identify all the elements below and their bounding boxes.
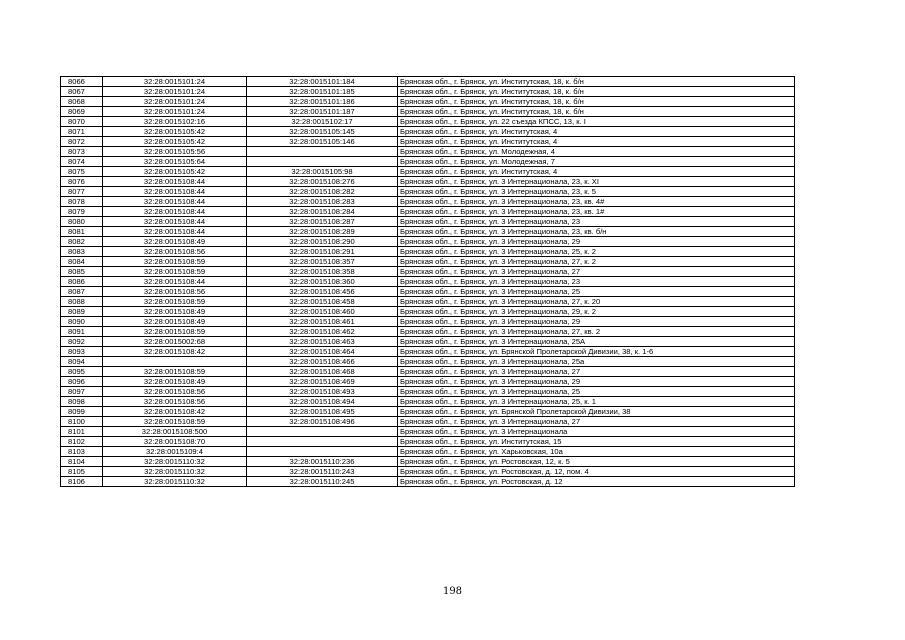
parcel-cadastral-number-cell: 32:28:0015108:44: [103, 217, 247, 227]
table-row: [61, 387, 795, 397]
object-cadastral-number-cell: 32:28:0015108:282: [247, 187, 398, 197]
address-cell: Брянская обл., г. Брянск, ул. 3 Интернационала, 23: [398, 217, 795, 227]
table-row: [61, 107, 795, 117]
row-number-cell: 8073: [61, 147, 103, 157]
table-row: [61, 117, 795, 127]
parcel-cadastral-number-cell: 32:28:0015105:42: [103, 137, 247, 147]
address-cell: Брянская обл., г. Брянск, ул. 3 Интернационала, 29, к. 2: [398, 307, 795, 317]
table-row: [61, 377, 795, 387]
row-number-cell: 8071: [61, 127, 103, 137]
parcel-cadastral-number-cell: 32:28:0015108:44: [103, 197, 247, 207]
object-cadastral-number-cell: 32:28:0015102:17: [247, 117, 398, 127]
table-row: [61, 307, 795, 317]
parcel-cadastral-number-cell: 32:28:0015002:68: [103, 337, 247, 347]
parcel-cadastral-number-cell: 32:28:0015108:59: [103, 367, 247, 377]
object-cadastral-number-cell: 32:28:0015108:464: [247, 347, 398, 357]
row-number-cell: 8083: [61, 247, 103, 257]
table-row: [61, 347, 795, 357]
table-row: [61, 407, 795, 417]
object-cadastral-number-cell: 32:28:0015108:290: [247, 237, 398, 247]
address-cell: Брянская обл., г. Брянск, ул. 3 Интернационала, 27, к. 2: [398, 257, 795, 267]
row-number-cell: 8094: [61, 357, 103, 367]
object-cadastral-number-cell: 32:28:0015108:284: [247, 207, 398, 217]
parcel-cadastral-number-cell: 32:28:0015108:56: [103, 387, 247, 397]
row-number-cell: 8093: [61, 347, 103, 357]
address-cell: Брянская обл., г. Брянск, ул. Институтская, 18, к. б/н: [398, 107, 795, 117]
address-cell: Брянская обл., г. Брянск, ул. 3 Интернационала, 23: [398, 277, 795, 287]
address-cell: Брянская обл., г. Брянск, ул. Институтская, 4: [398, 127, 795, 137]
address-cell: Брянская обл., г. Брянск, ул. Харьковская, 10а: [398, 447, 795, 457]
row-number-cell: 8079: [61, 207, 103, 217]
parcel-cadastral-number-cell: 32:28:0015108:59: [103, 417, 247, 427]
address-cell: Брянская обл., г. Брянск, ул. Брянской Пролетарской Дивизии, 38, к. 1-6: [398, 347, 795, 357]
address-cell: Брянская обл., г. Брянск, ул. Институтская, 18, к. б/н: [398, 87, 795, 97]
table-row: [61, 287, 795, 297]
object-cadastral-number-cell: 32:28:0015108:496: [247, 417, 398, 427]
row-number-cell: 8100: [61, 417, 103, 427]
table-row: [61, 367, 795, 377]
parcel-cadastral-number-cell: 32:28:0015101:24: [103, 97, 247, 107]
row-number-cell: 8090: [61, 317, 103, 327]
parcel-cadastral-number-cell: 32:28:0015108:49: [103, 237, 247, 247]
object-cadastral-number-cell: 32:28:0015108:289: [247, 227, 398, 237]
object-cadastral-number-cell: 32:28:0015108:493: [247, 387, 398, 397]
row-number-cell: 8077: [61, 187, 103, 197]
parcel-cadastral-number-cell: 32:28:0015101:24: [103, 107, 247, 117]
address-cell: Брянская обл., г. Брянск, ул. 3 Интернационала, 25, к. 1: [398, 397, 795, 407]
parcel-cadastral-number-cell: 32:28:0015108:56: [103, 287, 247, 297]
row-number-cell: 8067: [61, 87, 103, 97]
address-cell: Брянская обл., г. Брянск, ул. Институтская, 4: [398, 137, 795, 147]
table-row: [61, 237, 795, 247]
address-cell: Брянская обл., г. Брянск, ул. Ростовская, 12, к. 5: [398, 457, 795, 467]
table-row: [61, 447, 795, 457]
object-cadastral-number-cell: [247, 427, 398, 437]
parcel-cadastral-number-cell: 32:28:0015109:4: [103, 447, 247, 457]
object-cadastral-number-cell: 32:28:0015108:360: [247, 277, 398, 287]
table-row: [61, 317, 795, 327]
object-cadastral-number-cell: [247, 437, 398, 447]
table-row: [61, 157, 795, 167]
table-row: [61, 437, 795, 447]
row-number-cell: 8091: [61, 327, 103, 337]
parcel-cadastral-number-cell: [103, 357, 247, 367]
parcel-cadastral-number-cell: 32:28:0015101:24: [103, 87, 247, 97]
address-cell: Брянская обл., г. Брянск, ул. 3 Интернационала, 23, кв. 4#: [398, 197, 795, 207]
table-row: [61, 147, 795, 157]
table-row: [61, 137, 795, 147]
table-row: [61, 257, 795, 267]
row-number-cell: 8076: [61, 177, 103, 187]
table-row: [61, 417, 795, 427]
address-cell: Брянская обл., г. Брянск, ул. 3 Интернационала, 25А: [398, 337, 795, 347]
address-cell: Брянская обл., г. Брянск, ул. 3 Интернационала, 29: [398, 377, 795, 387]
address-cell: Брянская обл., г. Брянск, ул. Институтская, 4: [398, 167, 795, 177]
address-cell: Брянская обл., г. Брянск, ул. 3 Интернационала, 25: [398, 387, 795, 397]
object-cadastral-number-cell: 32:28:0015110:236: [247, 457, 398, 467]
parcel-cadastral-number-cell: 32:28:0015102:16: [103, 117, 247, 127]
table-row: [61, 127, 795, 137]
object-cadastral-number-cell: 32:28:0015108:357: [247, 257, 398, 267]
row-number-cell: 8070: [61, 117, 103, 127]
object-cadastral-number-cell: 32:28:0015108:291: [247, 247, 398, 257]
object-cadastral-number-cell: 32:28:0015110:243: [247, 467, 398, 477]
object-cadastral-number-cell: 32:28:0015110:245: [247, 477, 398, 487]
parcel-cadastral-number-cell: 32:28:0015108:49: [103, 317, 247, 327]
address-cell: Брянская обл., г. Брянск, ул. Ростовская, д. 12: [398, 477, 795, 487]
object-cadastral-number-cell: [247, 157, 398, 167]
table-row: [61, 217, 795, 227]
row-number-cell: 8066: [61, 77, 103, 87]
row-number-cell: 8096: [61, 377, 103, 387]
address-cell: Брянская обл., г. Брянск, ул. Ростовская, д. 12, пом. 4: [398, 467, 795, 477]
table-row: [61, 207, 795, 217]
object-cadastral-number-cell: 32:28:0015101:184: [247, 77, 398, 87]
address-cell: Брянская обл., г. Брянск, ул. Институтская, 18, к. б/н: [398, 97, 795, 107]
address-cell: Брянская обл., г. Брянск, ул. 3 Интернационала, 25: [398, 287, 795, 297]
parcel-cadastral-number-cell: 32:28:0015108:44: [103, 177, 247, 187]
table-row: [61, 267, 795, 277]
address-cell: Брянская обл., г. Брянск, ул. Институтская, 18, к. б/н: [398, 77, 795, 87]
address-cell: Брянская обл., г. Брянск, ул. Брянской Пролетарской Дивизии, 38: [398, 407, 795, 417]
parcel-cadastral-number-cell: 32:28:0015108:500: [103, 427, 247, 437]
registry-table: [60, 76, 795, 487]
row-number-cell: 8092: [61, 337, 103, 347]
row-number-cell: 8072: [61, 137, 103, 147]
address-cell: Брянская обл., г. Брянск, ул. 3 Интернационала, 23, к. 5: [398, 187, 795, 197]
address-cell: Брянская обл., г. Брянск, ул. 3 Интернационала, 27: [398, 367, 795, 377]
object-cadastral-number-cell: 32:28:0015108:469: [247, 377, 398, 387]
object-cadastral-number-cell: 32:28:0015108:461: [247, 317, 398, 327]
table-row: [61, 397, 795, 407]
table-row: [61, 477, 795, 487]
address-cell: Брянская обл., г. Брянск, ул. Институтская, 15: [398, 437, 795, 447]
table-row: [61, 327, 795, 337]
parcel-cadastral-number-cell: 32:28:0015108:59: [103, 327, 247, 337]
address-cell: Брянская обл., г. Брянск, ул. 3 Интернационала, 27, кв. 2: [398, 327, 795, 337]
row-number-cell: 8068: [61, 97, 103, 107]
parcel-cadastral-number-cell: 32:28:0015108:44: [103, 207, 247, 217]
row-number-cell: 8105: [61, 467, 103, 477]
object-cadastral-number-cell: 32:28:0015101:187: [247, 107, 398, 117]
row-number-cell: 8099: [61, 407, 103, 417]
row-number-cell: 8101: [61, 427, 103, 437]
object-cadastral-number-cell: 32:28:0015105:145: [247, 127, 398, 137]
address-cell: Брянская обл., г. Брянск, ул. 3 Интернационала, 27: [398, 267, 795, 277]
table-row: [61, 357, 795, 367]
object-cadastral-number-cell: 32:28:0015108:456: [247, 287, 398, 297]
table-row: [61, 77, 795, 87]
row-number-cell: 8080: [61, 217, 103, 227]
object-cadastral-number-cell: 32:28:0015101:186: [247, 97, 398, 107]
object-cadastral-number-cell: 32:28:0015101:185: [247, 87, 398, 97]
object-cadastral-number-cell: 32:28:0015105:98: [247, 167, 398, 177]
table-row: [61, 167, 795, 177]
table-row: [61, 467, 795, 477]
row-number-cell: 8087: [61, 287, 103, 297]
row-number-cell: 8075: [61, 167, 103, 177]
parcel-cadastral-number-cell: 32:28:0015108:56: [103, 247, 247, 257]
parcel-cadastral-number-cell: 32:28:0015108:70: [103, 437, 247, 447]
row-number-cell: 8084: [61, 257, 103, 267]
address-cell: Брянская обл., г. Брянск, ул. Молодежная, 4: [398, 147, 795, 157]
object-cadastral-number-cell: 32:28:0015108:276: [247, 177, 398, 187]
object-cadastral-number-cell: 32:28:0015108:358: [247, 267, 398, 277]
table-row: [61, 247, 795, 257]
page-number: 198: [442, 586, 463, 597]
parcel-cadastral-number-cell: 32:28:0015108:42: [103, 347, 247, 357]
row-number-cell: 8069: [61, 107, 103, 117]
table-row: [61, 427, 795, 437]
row-number-cell: 8104: [61, 457, 103, 467]
parcel-cadastral-number-cell: 32:28:0015108:59: [103, 297, 247, 307]
parcel-cadastral-number-cell: 32:28:0015105:64: [103, 157, 247, 167]
parcel-cadastral-number-cell: 32:28:0015108:49: [103, 307, 247, 317]
object-cadastral-number-cell: 32:28:0015108:458: [247, 297, 398, 307]
address-cell: Брянская обл., г. Брянск, ул. 3 Интернационала, 25, к. 2: [398, 247, 795, 257]
parcel-cadastral-number-cell: 32:28:0015110:32: [103, 477, 247, 487]
parcel-cadastral-number-cell: 32:28:0015101:24: [103, 77, 247, 87]
row-number-cell: 8089: [61, 307, 103, 317]
object-cadastral-number-cell: 32:28:0015108:466: [247, 357, 398, 367]
table-row: [61, 277, 795, 287]
parcel-cadastral-number-cell: 32:28:0015108:59: [103, 257, 247, 267]
registry-table-body: [61, 77, 795, 487]
address-cell: Брянская обл., г. Брянск, ул. Молодежная, 7: [398, 157, 795, 167]
row-number-cell: 8086: [61, 277, 103, 287]
parcel-cadastral-number-cell: 32:28:0015110:32: [103, 467, 247, 477]
parcel-cadastral-number-cell: 32:28:0015105:42: [103, 127, 247, 137]
address-cell: Брянская обл., г. Брянск, ул. 3 Интернационала, 25а: [398, 357, 795, 367]
address-cell: Брянская обл., г. Брянск, ул. 3 Интернационала: [398, 427, 795, 437]
row-number-cell: 8102: [61, 437, 103, 447]
row-number-cell: 8078: [61, 197, 103, 207]
parcel-cadastral-number-cell: 32:28:0015105:42: [103, 167, 247, 177]
object-cadastral-number-cell: 32:28:0015108:495: [247, 407, 398, 417]
parcel-cadastral-number-cell: 32:28:0015108:59: [103, 267, 247, 277]
address-cell: Брянская обл., г. Брянск, ул. 3 Интернационала, 27, к. 20: [398, 297, 795, 307]
row-number-cell: 8085: [61, 267, 103, 277]
row-number-cell: 8082: [61, 237, 103, 247]
parcel-cadastral-number-cell: 32:28:0015108:49: [103, 377, 247, 387]
row-number-cell: 8081: [61, 227, 103, 237]
address-cell: Брянская обл., г. Брянск, ул. 22 съезда КПСС, 13, к. I: [398, 117, 795, 127]
object-cadastral-number-cell: 32:28:0015108:287: [247, 217, 398, 227]
address-cell: Брянская обл., г. Брянск, ул. 3 Интернационала, 23, кв. б/н: [398, 227, 795, 237]
object-cadastral-number-cell: [247, 147, 398, 157]
address-cell: Брянская обл., г. Брянск, ул. 3 Интернационала, 27: [398, 417, 795, 427]
table-row: [61, 177, 795, 187]
object-cadastral-number-cell: 32:28:0015108:468: [247, 367, 398, 377]
row-number-cell: 8088: [61, 297, 103, 307]
row-number-cell: 8106: [61, 477, 103, 487]
table-row: [61, 457, 795, 467]
table-row: [61, 97, 795, 107]
row-number-cell: 8097: [61, 387, 103, 397]
object-cadastral-number-cell: 32:28:0015105:146: [247, 137, 398, 147]
table-row: [61, 297, 795, 307]
object-cadastral-number-cell: 32:28:0015108:460: [247, 307, 398, 317]
row-number-cell: 8095: [61, 367, 103, 377]
object-cadastral-number-cell: [247, 447, 398, 457]
table-row: [61, 227, 795, 237]
parcel-cadastral-number-cell: 32:28:0015110:32: [103, 457, 247, 467]
parcel-cadastral-number-cell: 32:28:0015108:44: [103, 227, 247, 237]
table-row: [61, 337, 795, 347]
address-cell: Брянская обл., г. Брянск, ул. 3 Интернационала, 29: [398, 317, 795, 327]
address-cell: Брянская обл., г. Брянск, ул. 3 Интернационала, 23, к. XI: [398, 177, 795, 187]
parcel-cadastral-number-cell: 32:28:0015108:44: [103, 277, 247, 287]
parcel-cadastral-number-cell: 32:28:0015108:44: [103, 187, 247, 197]
row-number-cell: 8098: [61, 397, 103, 407]
object-cadastral-number-cell: 32:28:0015108:462: [247, 327, 398, 337]
object-cadastral-number-cell: 32:28:0015108:463: [247, 337, 398, 347]
row-number-cell: 8074: [61, 157, 103, 167]
object-cadastral-number-cell: 32:28:0015108:494: [247, 397, 398, 407]
row-number-cell: 8103: [61, 447, 103, 457]
address-cell: Брянская обл., г. Брянск, ул. 3 Интернационала, 29: [398, 237, 795, 247]
object-cadastral-number-cell: 32:28:0015108:283: [247, 197, 398, 207]
table-row: [61, 187, 795, 197]
parcel-cadastral-number-cell: 32:28:0015108:42: [103, 407, 247, 417]
address-cell: Брянская обл., г. Брянск, ул. 3 Интернационала, 23, кв. 1#: [398, 207, 795, 217]
table-row: [61, 87, 795, 97]
parcel-cadastral-number-cell: 32:28:0015108:56: [103, 397, 247, 407]
parcel-cadastral-number-cell: 32:28:0015105:56: [103, 147, 247, 157]
table-row: [61, 197, 795, 207]
